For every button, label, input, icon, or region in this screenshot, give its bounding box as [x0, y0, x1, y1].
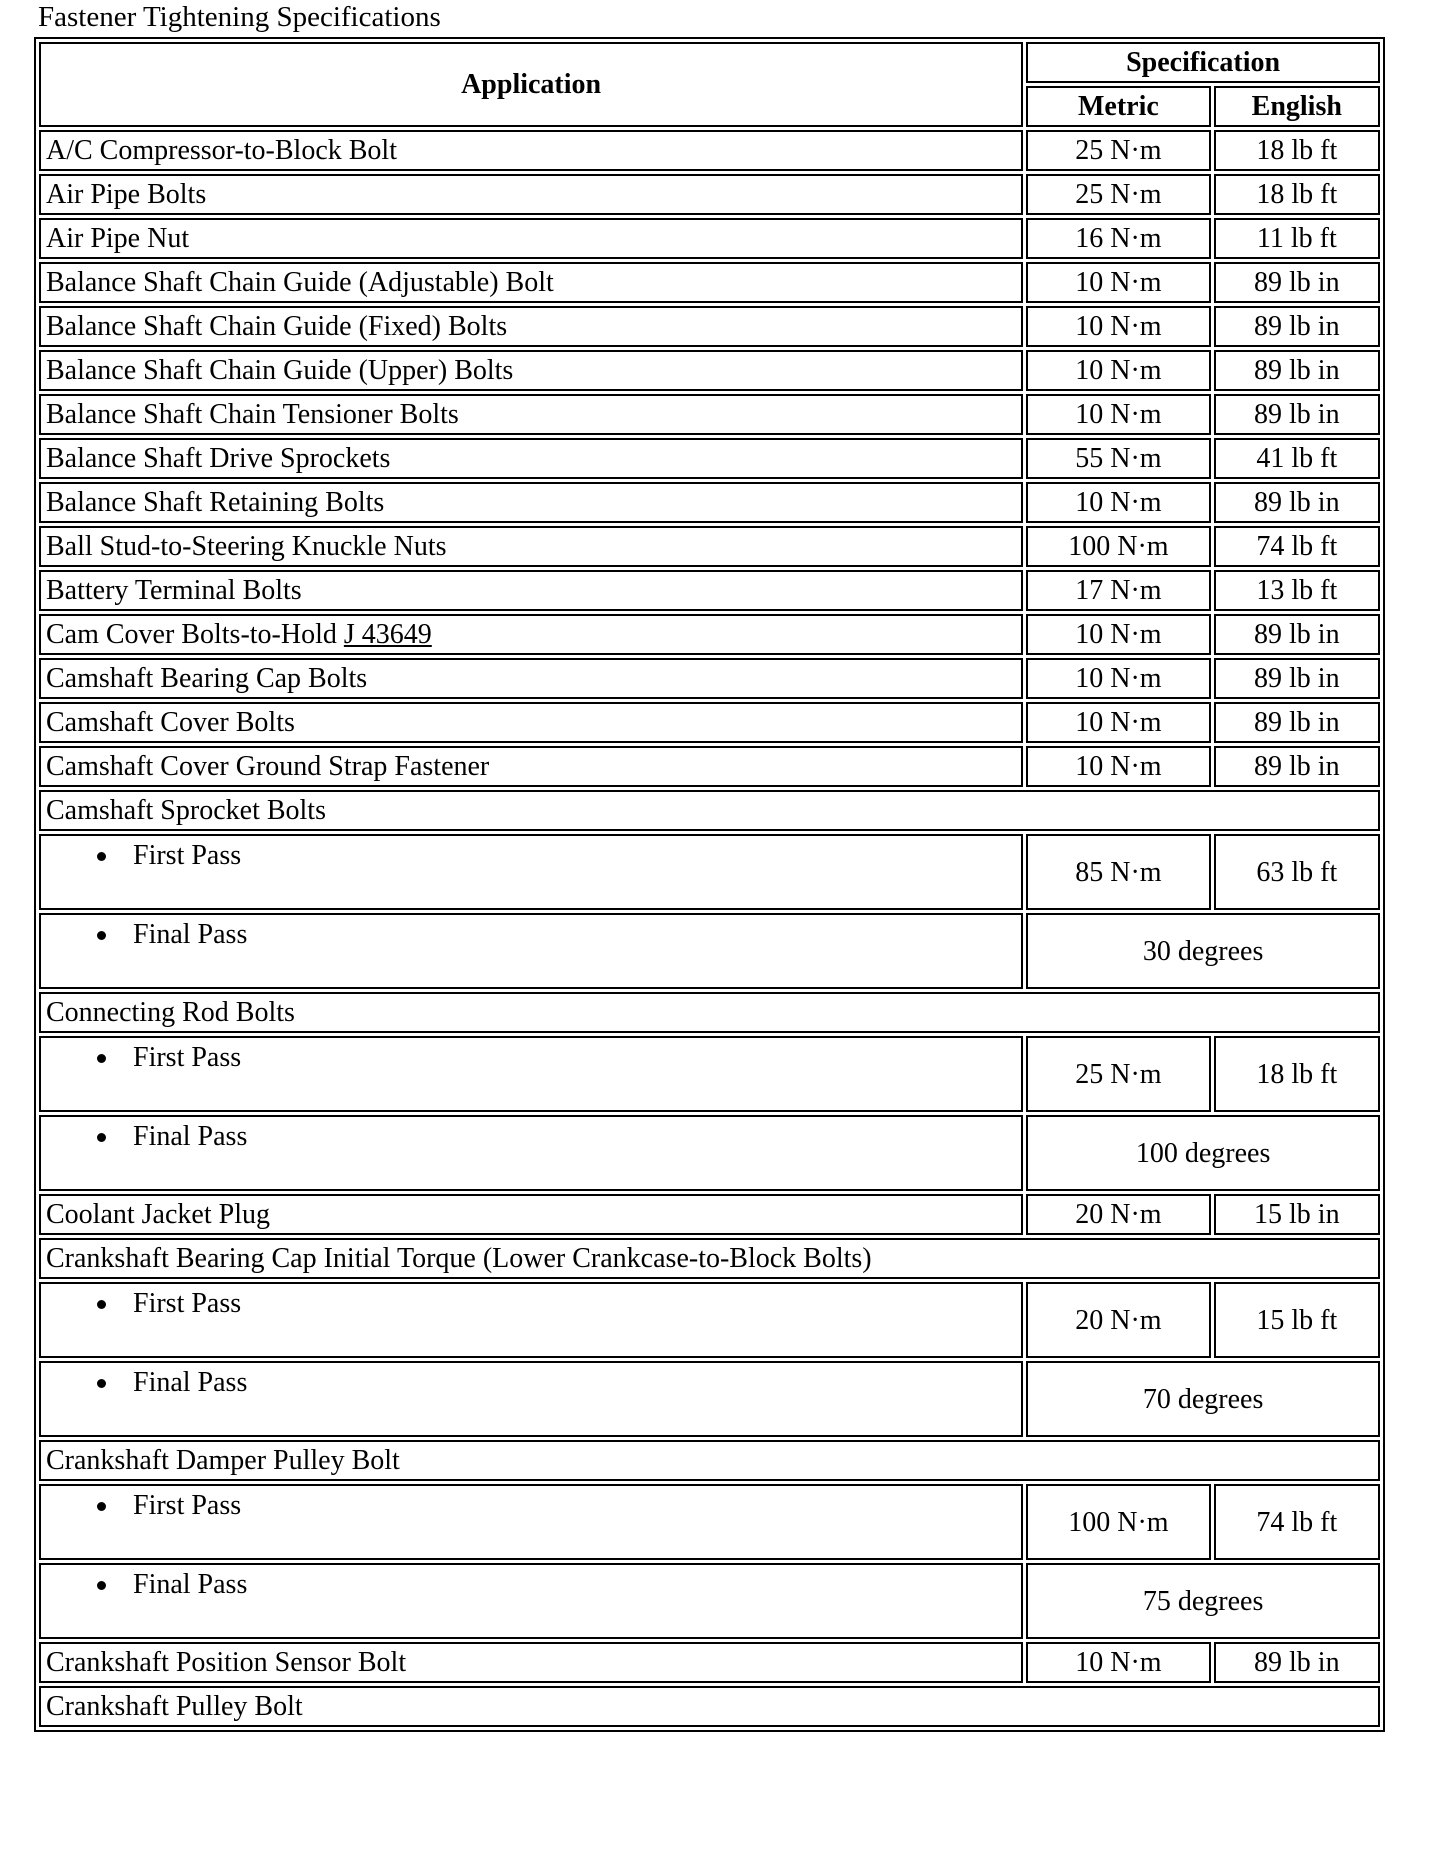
application-name: Air Pipe Bolts: [39, 174, 1023, 215]
tool-link[interactable]: J 43649: [343, 619, 432, 650]
application-name: Balance Shaft Chain Tensioner Bolts: [39, 394, 1023, 435]
bullet-icon: [97, 1054, 106, 1063]
application-name: Balance Shaft Chain Guide (Upper) Bolts: [39, 350, 1023, 391]
sub-step-label: First Pass: [39, 1036, 1023, 1112]
table-row: [39, 306, 1380, 347]
metric-value: 10 N·m: [1026, 614, 1210, 655]
metric-value: 10 N·m: [1026, 702, 1210, 743]
metric-value: 10 N·m: [1026, 1642, 1210, 1683]
table-row: [39, 174, 1380, 215]
table-row: [39, 1686, 1380, 1727]
metric-value: 25 N·m: [1026, 174, 1210, 215]
metric-value: 16 N·m: [1026, 218, 1210, 259]
header-application: Application: [39, 42, 1023, 127]
english-value: 18 lb ft: [1214, 130, 1380, 171]
english-value: 15 lb in: [1214, 1194, 1380, 1235]
group-heading: Crankshaft Damper Pulley Bolt: [39, 1440, 1380, 1481]
english-value: 18 lb ft: [1214, 174, 1380, 215]
english-value: 18 lb ft: [1214, 1036, 1380, 1112]
angle-value: 75 degrees: [1026, 1563, 1380, 1639]
table-row: [39, 1440, 1380, 1481]
sub-step-label: Final Pass: [39, 913, 1023, 989]
angle-value: 30 degrees: [1026, 913, 1380, 989]
table-row: [39, 614, 1380, 655]
table-row: [39, 1361, 1380, 1437]
table-row: [39, 1238, 1380, 1279]
metric-value: 10 N·m: [1026, 394, 1210, 435]
spec-table: [34, 37, 1385, 1732]
group-heading: Connecting Rod Bolts: [39, 992, 1380, 1033]
sub-step-label: Final Pass: [39, 1563, 1023, 1639]
table-row: [39, 570, 1380, 611]
table-row: [39, 130, 1380, 171]
application-name: A/C Compressor-to-Block Bolt: [39, 130, 1023, 171]
application-name: Air Pipe Nut: [39, 218, 1023, 259]
application-name: Balance Shaft Chain Guide (Fixed) Bolts: [39, 306, 1023, 347]
metric-value: 10 N·m: [1026, 746, 1210, 787]
table-row: [39, 438, 1380, 479]
metric-value: 20 N·m: [1026, 1194, 1210, 1235]
english-value: 15 lb ft: [1214, 1282, 1380, 1358]
bullet-icon: [97, 1379, 106, 1388]
table-row: [39, 992, 1380, 1033]
group-heading: Crankshaft Bearing Cap Initial Torque (Lower Crankcase-to-Block Bolts): [39, 1238, 1380, 1279]
application-name: Coolant Jacket Plug: [39, 1194, 1023, 1235]
table-row: [39, 1563, 1380, 1639]
english-value: 41 lb ft: [1214, 438, 1380, 479]
metric-value: 55 N·m: [1026, 438, 1210, 479]
english-value: 63 lb ft: [1214, 834, 1380, 910]
table-row: [39, 394, 1380, 435]
header-specification: Specification: [1026, 42, 1380, 83]
english-value: 89 lb in: [1214, 1642, 1380, 1683]
header-metric: Metric: [1026, 86, 1210, 127]
bullet-icon: [97, 1502, 106, 1511]
sub-step-label: Final Pass: [39, 1115, 1023, 1191]
english-value: 74 lb ft: [1214, 526, 1380, 567]
application-name: Camshaft Cover Bolts: [39, 702, 1023, 743]
english-value: 89 lb in: [1214, 482, 1380, 523]
application-name: Balance Shaft Chain Guide (Adjustable) Bolt: [39, 262, 1023, 303]
english-value: 89 lb in: [1214, 702, 1380, 743]
bullet-icon: [97, 852, 106, 861]
metric-value: 10 N·m: [1026, 482, 1210, 523]
table-row: [39, 834, 1380, 910]
english-value: 89 lb in: [1214, 614, 1380, 655]
table-row: [39, 913, 1380, 989]
english-value: 11 lb ft: [1214, 218, 1380, 259]
metric-value: 17 N·m: [1026, 570, 1210, 611]
header-english: English: [1214, 86, 1380, 127]
sub-step-label: Final Pass: [39, 1361, 1023, 1437]
metric-value: 85 N·m: [1026, 834, 1210, 910]
table-row: [39, 1194, 1380, 1235]
group-heading: Camshaft Sprocket Bolts: [39, 790, 1380, 831]
english-value: 89 lb in: [1214, 746, 1380, 787]
sub-step-label: First Pass: [39, 1282, 1023, 1358]
table-body: [39, 130, 1380, 1727]
table-row: [39, 218, 1380, 259]
table-row: [39, 350, 1380, 391]
angle-value: 70 degrees: [1026, 1361, 1380, 1437]
application-name: Camshaft Bearing Cap Bolts: [39, 658, 1023, 699]
metric-value: 10 N·m: [1026, 658, 1210, 699]
table-row: [39, 482, 1380, 523]
table-row: [39, 658, 1380, 699]
application-name: Camshaft Cover Ground Strap Fastener: [39, 746, 1023, 787]
table-row: [39, 1115, 1380, 1191]
bullet-icon: [97, 1133, 106, 1142]
application-name: Balance Shaft Drive Sprockets: [39, 438, 1023, 479]
metric-value: 10 N·m: [1026, 306, 1210, 347]
table-row: [39, 790, 1380, 831]
metric-value: 25 N·m: [1026, 1036, 1210, 1112]
application-name: Cam Cover Bolts-to-Hold J 43649: [39, 614, 1023, 655]
metric-value: 100 N·m: [1026, 526, 1210, 567]
angle-value: 100 degrees: [1026, 1115, 1380, 1191]
application-name: Battery Terminal Bolts: [39, 570, 1023, 611]
table-row: [39, 262, 1380, 303]
group-heading: Crankshaft Pulley Bolt: [39, 1686, 1380, 1727]
table-row: [39, 1282, 1380, 1358]
table-row: [39, 702, 1380, 743]
table-row: [39, 526, 1380, 567]
metric-value: 100 N·m: [1026, 1484, 1210, 1560]
application-name: Ball Stud-to-Steering Knuckle Nuts: [39, 526, 1023, 567]
page-title: Fastener Tightening Specifications: [38, 1, 441, 33]
english-value: 89 lb in: [1214, 350, 1380, 391]
sub-step-label: First Pass: [39, 1484, 1023, 1560]
english-value: 89 lb in: [1214, 262, 1380, 303]
english-value: 89 lb in: [1214, 394, 1380, 435]
table-row: [39, 746, 1380, 787]
english-value: 89 lb in: [1214, 658, 1380, 699]
table-row: [39, 1484, 1380, 1560]
table-row: [39, 1036, 1380, 1112]
metric-value: 10 N·m: [1026, 350, 1210, 391]
metric-value: 20 N·m: [1026, 1282, 1210, 1358]
bullet-icon: [97, 1300, 106, 1309]
bullet-icon: [97, 931, 106, 940]
application-name: Crankshaft Position Sensor Bolt: [39, 1642, 1023, 1683]
english-value: 13 lb ft: [1214, 570, 1380, 611]
metric-value: 10 N·m: [1026, 262, 1210, 303]
table-row: [39, 1642, 1380, 1683]
application-name: Balance Shaft Retaining Bolts: [39, 482, 1023, 523]
metric-value: 25 N·m: [1026, 130, 1210, 171]
bullet-icon: [97, 1581, 106, 1590]
sub-step-label: First Pass: [39, 834, 1023, 910]
english-value: 89 lb in: [1214, 306, 1380, 347]
english-value: 74 lb ft: [1214, 1484, 1380, 1560]
